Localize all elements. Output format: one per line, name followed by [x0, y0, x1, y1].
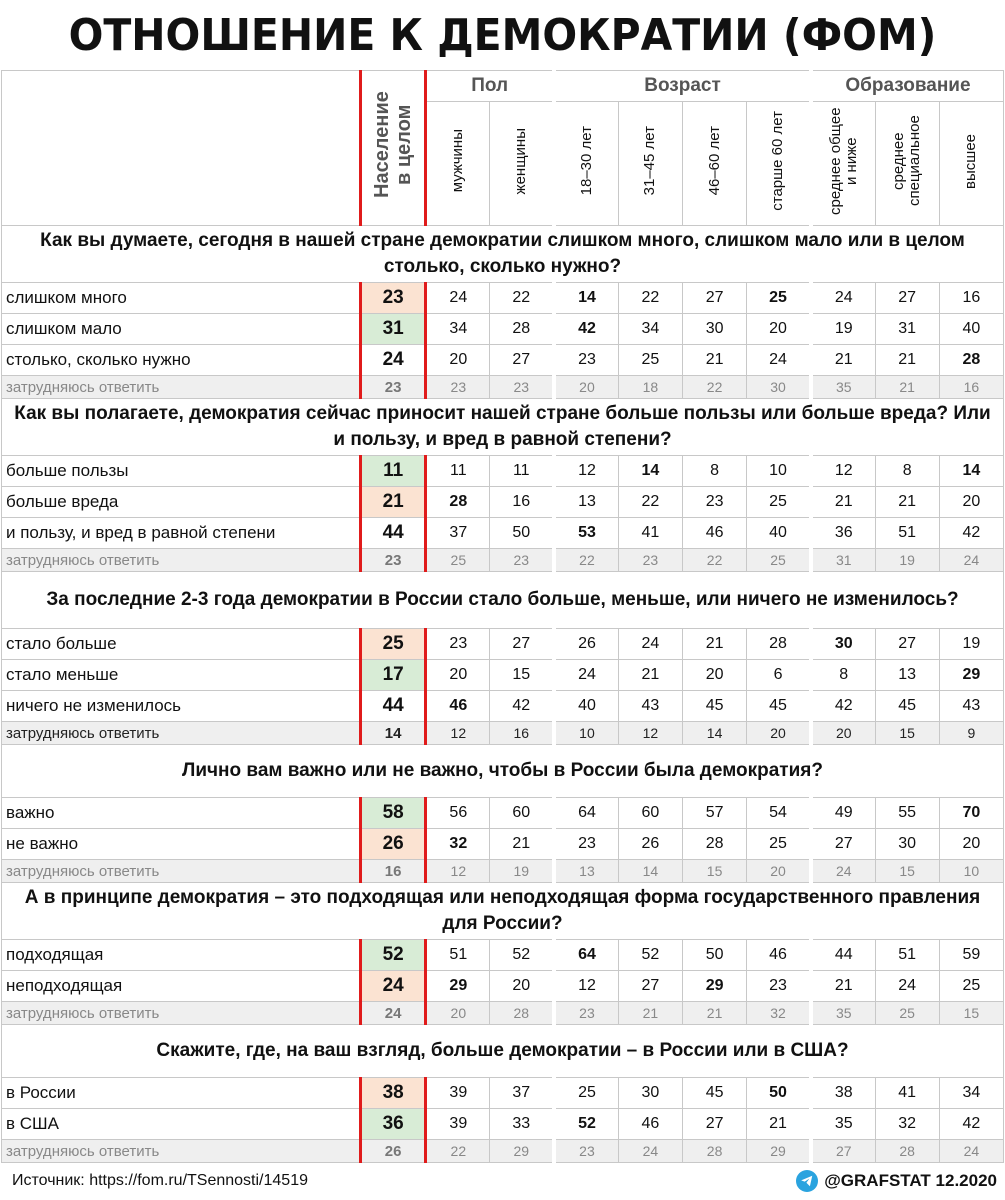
- cell-value: 40: [554, 691, 618, 722]
- cell-value: 35: [811, 376, 875, 399]
- cell-value: 27: [683, 1109, 747, 1140]
- cell-value: 26: [554, 629, 618, 660]
- cell-value: 41: [618, 518, 682, 549]
- answer-label: стало больше: [2, 629, 361, 660]
- cell-value: 37: [490, 1078, 554, 1109]
- cell-value: 39: [426, 1078, 490, 1109]
- question-row: [2, 745, 1004, 798]
- header-subcol: [554, 102, 618, 226]
- question-text: Скажите, где, на ваш взгляд, больше демократии – в России или в США?: [2, 1025, 1004, 1078]
- cell-value: 28: [426, 487, 490, 518]
- cell-value: 13: [554, 487, 618, 518]
- cell-value: 20: [554, 376, 618, 399]
- cell-value: 46: [426, 691, 490, 722]
- cell-value: 13: [554, 860, 618, 883]
- cell-value: 50: [683, 940, 747, 971]
- cell-value: 29: [939, 660, 1003, 691]
- cell-value: 30: [747, 376, 811, 399]
- cell-value: 34: [426, 314, 490, 345]
- answer-label: не важно: [2, 829, 361, 860]
- cell-value: 25: [875, 1002, 939, 1025]
- answer-row: [2, 629, 1004, 660]
- cell-value: 23: [554, 1002, 618, 1025]
- dont-know-row: [2, 549, 1004, 572]
- cell-value: 55: [875, 798, 939, 829]
- cell-value: 39: [426, 1109, 490, 1140]
- cell-value: 28: [875, 1140, 939, 1163]
- cell-value: 14: [618, 456, 682, 487]
- cell-value: 16: [939, 283, 1003, 314]
- cell-value: 60: [618, 798, 682, 829]
- total-value: 23: [361, 283, 426, 314]
- cell-value: 21: [875, 487, 939, 518]
- cell-value: 21: [683, 629, 747, 660]
- answer-row: [2, 829, 1004, 860]
- cell-value: 21: [618, 1002, 682, 1025]
- cell-value: 52: [554, 1109, 618, 1140]
- cell-value: 22: [554, 549, 618, 572]
- dont-know-row: [2, 1002, 1004, 1025]
- cell-value: 12: [554, 971, 618, 1002]
- cell-value: 32: [426, 829, 490, 860]
- header-total-label: Население в целом: [371, 91, 416, 199]
- answer-row: [2, 518, 1004, 549]
- cell-value: 23: [490, 549, 554, 572]
- cell-value: 23: [554, 1140, 618, 1163]
- cell-value: 16: [939, 376, 1003, 399]
- cell-value: 24: [811, 283, 875, 314]
- cell-value: 24: [875, 971, 939, 1002]
- header-group: Образование: [811, 71, 1004, 102]
- cell-value: 20: [811, 722, 875, 745]
- cell-value: 31: [875, 314, 939, 345]
- dont-know-row: [2, 376, 1004, 399]
- cell-value: 52: [490, 940, 554, 971]
- cell-value: 33: [490, 1109, 554, 1140]
- question-row: [2, 572, 1004, 629]
- cell-value: 28: [490, 314, 554, 345]
- cell-value: 12: [554, 456, 618, 487]
- cell-value: 42: [490, 691, 554, 722]
- cell-value: 49: [811, 798, 875, 829]
- cell-value: 32: [747, 1002, 811, 1025]
- question-row: [2, 399, 1004, 456]
- cell-value: 25: [747, 283, 811, 314]
- cell-value: 36: [811, 518, 875, 549]
- cell-value: 30: [683, 314, 747, 345]
- cell-value: 27: [683, 283, 747, 314]
- header-group: Возраст: [554, 71, 811, 102]
- cell-value: 20: [747, 314, 811, 345]
- cell-value: 20: [490, 971, 554, 1002]
- cell-value: 27: [811, 829, 875, 860]
- cell-value: 12: [426, 722, 490, 745]
- cell-value: 22: [683, 549, 747, 572]
- cell-value: 21: [747, 1109, 811, 1140]
- cell-value: 45: [683, 691, 747, 722]
- total-value: 26: [361, 1140, 426, 1163]
- answer-row: [2, 314, 1004, 345]
- cell-value: 31: [811, 549, 875, 572]
- cell-value: 20: [683, 660, 747, 691]
- cell-value: 26: [618, 829, 682, 860]
- cell-value: 35: [811, 1002, 875, 1025]
- cell-value: 20: [939, 487, 1003, 518]
- total-value: 31: [361, 314, 426, 345]
- cell-value: 16: [490, 722, 554, 745]
- header-subcol: [618, 102, 682, 226]
- cell-value: 60: [490, 798, 554, 829]
- cell-value: 14: [554, 283, 618, 314]
- total-value: 23: [361, 549, 426, 572]
- cell-value: 25: [426, 549, 490, 572]
- cell-value: 54: [747, 798, 811, 829]
- cell-value: 27: [875, 283, 939, 314]
- cell-value: 14: [618, 860, 682, 883]
- cell-value: 46: [618, 1109, 682, 1140]
- answer-row: [2, 456, 1004, 487]
- cell-value: 70: [939, 798, 1003, 829]
- answer-label: в России: [2, 1078, 361, 1109]
- cell-value: 22: [618, 487, 682, 518]
- cell-value: 25: [939, 971, 1003, 1002]
- cell-value: 50: [490, 518, 554, 549]
- cell-value: 22: [490, 283, 554, 314]
- question-row: [2, 226, 1004, 283]
- cell-value: 6: [747, 660, 811, 691]
- total-value: 24: [361, 971, 426, 1002]
- cell-value: 20: [747, 860, 811, 883]
- header-subcol-label: 46–60 лет: [705, 126, 723, 196]
- cell-value: 23: [683, 487, 747, 518]
- cell-value: 21: [875, 345, 939, 376]
- header-subcol: [490, 102, 554, 226]
- cell-value: 21: [490, 829, 554, 860]
- cell-value: 8: [683, 456, 747, 487]
- cell-value: 51: [875, 940, 939, 971]
- cell-value: 52: [618, 940, 682, 971]
- question-row: [2, 883, 1004, 940]
- answer-label: затрудняюсь ответить: [2, 1002, 361, 1025]
- page-title: ОТНОШЕНИЕ К ДЕМОКРАТИИ (ФОМ): [68, 9, 937, 61]
- header-subcol-label: среднее общее и ниже: [826, 107, 860, 215]
- cell-value: 22: [618, 283, 682, 314]
- cell-value: 28: [939, 345, 1003, 376]
- total-value: 11: [361, 456, 426, 487]
- cell-value: 29: [747, 1140, 811, 1163]
- cell-value: 42: [554, 314, 618, 345]
- cell-value: 51: [875, 518, 939, 549]
- cell-value: 57: [683, 798, 747, 829]
- cell-value: 24: [939, 1140, 1003, 1163]
- cell-value: 37: [426, 518, 490, 549]
- answer-row: [2, 691, 1004, 722]
- cell-value: 43: [618, 691, 682, 722]
- total-value: 14: [361, 722, 426, 745]
- footer: [0, 1170, 1005, 1198]
- cell-value: 10: [554, 722, 618, 745]
- cell-value: 8: [875, 456, 939, 487]
- answer-row: [2, 1109, 1004, 1140]
- cell-value: 23: [618, 549, 682, 572]
- answer-label: слишком мало: [2, 314, 361, 345]
- cell-value: 19: [939, 629, 1003, 660]
- cell-value: 25: [747, 487, 811, 518]
- cell-value: 12: [618, 722, 682, 745]
- header-subcol-label: среднее специальное: [890, 115, 924, 207]
- header-subcol-label: старше 60 лет: [769, 111, 787, 211]
- cell-value: 22: [426, 1140, 490, 1163]
- cell-value: 10: [747, 456, 811, 487]
- cell-value: 10: [939, 860, 1003, 883]
- header-subcol-label: высшее: [962, 133, 980, 189]
- header-subcol: [747, 102, 811, 226]
- cell-value: 23: [554, 829, 618, 860]
- cell-value: 56: [426, 798, 490, 829]
- answer-row: [2, 660, 1004, 691]
- answer-label: слишком много: [2, 283, 361, 314]
- cell-value: 23: [747, 971, 811, 1002]
- total-value: 44: [361, 518, 426, 549]
- cell-value: 25: [618, 345, 682, 376]
- cell-value: 23: [490, 376, 554, 399]
- cell-value: 24: [747, 345, 811, 376]
- cell-value: 30: [811, 629, 875, 660]
- cell-value: 27: [811, 1140, 875, 1163]
- answer-label: ничего не изменилось: [2, 691, 361, 722]
- answer-label: затрудняюсь ответить: [2, 376, 361, 399]
- cell-value: 23: [426, 629, 490, 660]
- cell-value: 45: [683, 1078, 747, 1109]
- cell-value: 21: [811, 487, 875, 518]
- answer-row: [2, 971, 1004, 1002]
- answer-label: больше вреда: [2, 487, 361, 518]
- cell-value: 25: [747, 829, 811, 860]
- question-text: Как вы полагаете, демократия сейчас приносит нашей стране больше пользы или больше вреда? Или и пользу, и вред в равной степени?: [2, 399, 1004, 456]
- cell-value: 59: [939, 940, 1003, 971]
- source-text: Источник: https://fom.ru/TSennosti/14519: [12, 1172, 308, 1189]
- answer-label: затрудняюсь ответить: [2, 722, 361, 745]
- header-subcol-label: 18–30 лет: [577, 126, 595, 196]
- cell-value: 20: [426, 345, 490, 376]
- cell-value: 15: [490, 660, 554, 691]
- header-subcol: [939, 102, 1003, 226]
- cell-value: 28: [747, 629, 811, 660]
- cell-value: 19: [490, 860, 554, 883]
- cell-value: 19: [811, 314, 875, 345]
- answer-label: подходящая: [2, 940, 361, 971]
- answer-label: важно: [2, 798, 361, 829]
- answer-row: [2, 487, 1004, 518]
- cell-value: 50: [747, 1078, 811, 1109]
- header-group-row: [2, 71, 1004, 102]
- header-group: Пол: [426, 71, 554, 102]
- total-value: 24: [361, 1002, 426, 1025]
- cell-value: 40: [747, 518, 811, 549]
- answer-row: [2, 1078, 1004, 1109]
- answer-label: в США: [2, 1109, 361, 1140]
- cell-value: 21: [618, 660, 682, 691]
- answer-row: [2, 940, 1004, 971]
- total-value: 44: [361, 691, 426, 722]
- cell-value: 30: [875, 829, 939, 860]
- answer-label: затрудняюсь ответить: [2, 860, 361, 883]
- header-subcol-label: женщины: [512, 127, 530, 195]
- cell-value: 34: [618, 314, 682, 345]
- cell-value: 42: [939, 518, 1003, 549]
- header-subcol: [683, 102, 747, 226]
- cell-value: 24: [554, 660, 618, 691]
- cell-value: 24: [618, 1140, 682, 1163]
- question-text: Как вы думаете, сегодня в нашей стране демократии слишком много, слишком мало или в целом столько, сколько нужно?: [2, 226, 1004, 283]
- cell-value: 34: [939, 1078, 1003, 1109]
- dont-know-row: [2, 722, 1004, 745]
- cell-value: 24: [618, 629, 682, 660]
- cell-value: 21: [683, 345, 747, 376]
- cell-value: 44: [811, 940, 875, 971]
- cell-value: 43: [939, 691, 1003, 722]
- cell-value: 29: [490, 1140, 554, 1163]
- question-text: За последние 2-3 года демократии в России стало больше, меньше, или ничего не изменилось?: [2, 572, 1004, 629]
- cell-value: 21: [811, 345, 875, 376]
- cell-value: 27: [875, 629, 939, 660]
- brand: [796, 1170, 997, 1192]
- cell-value: 40: [939, 314, 1003, 345]
- cell-value: 23: [554, 345, 618, 376]
- cell-value: 11: [490, 456, 554, 487]
- cell-value: 28: [490, 1002, 554, 1025]
- question-row: [2, 1025, 1004, 1078]
- cell-value: 15: [875, 860, 939, 883]
- total-value: 21: [361, 487, 426, 518]
- cell-value: 53: [554, 518, 618, 549]
- cell-value: 27: [490, 345, 554, 376]
- cell-value: 29: [426, 971, 490, 1002]
- cell-value: 24: [811, 860, 875, 883]
- cell-value: 28: [683, 1140, 747, 1163]
- cell-value: 15: [683, 860, 747, 883]
- cell-value: 12: [811, 456, 875, 487]
- cell-value: 20: [426, 660, 490, 691]
- question-text: Лично вам важно или не важно, чтобы в России была демократия?: [2, 745, 1004, 798]
- header-subcol: [811, 102, 875, 226]
- cell-value: 14: [939, 456, 1003, 487]
- cell-value: 18: [618, 376, 682, 399]
- total-value: 24: [361, 345, 426, 376]
- header-subcol-label: 31–45 лет: [641, 126, 659, 196]
- total-value: 26: [361, 829, 426, 860]
- cell-value: 24: [426, 283, 490, 314]
- cell-value: 28: [683, 829, 747, 860]
- question-text: А в принципе демократия – это подходящая или неподходящая форма государственного правления для России?: [2, 883, 1004, 940]
- cell-value: 64: [554, 940, 618, 971]
- cell-value: 21: [683, 1002, 747, 1025]
- answer-label: столько, сколько нужно: [2, 345, 361, 376]
- cell-value: 16: [490, 487, 554, 518]
- header-total: [361, 71, 426, 226]
- dont-know-row: [2, 860, 1004, 883]
- cell-value: 20: [747, 722, 811, 745]
- total-value: 23: [361, 376, 426, 399]
- cell-value: 21: [811, 971, 875, 1002]
- answer-label: неподходящая: [2, 971, 361, 1002]
- cell-value: 27: [490, 629, 554, 660]
- cell-value: 27: [618, 971, 682, 1002]
- header-subcol: [426, 102, 490, 226]
- cell-value: 46: [747, 940, 811, 971]
- header-subcol: [875, 102, 939, 226]
- data-table: [1, 70, 1004, 1163]
- cell-value: 15: [939, 1002, 1003, 1025]
- answer-label: стало меньше: [2, 660, 361, 691]
- cell-value: 13: [875, 660, 939, 691]
- cell-value: 24: [939, 549, 1003, 572]
- cell-value: 51: [426, 940, 490, 971]
- total-value: 52: [361, 940, 426, 971]
- cell-value: 30: [618, 1078, 682, 1109]
- cell-value: 45: [747, 691, 811, 722]
- header-subcol-label: мужчины: [449, 129, 467, 193]
- cell-value: 21: [875, 376, 939, 399]
- cell-value: 22: [683, 376, 747, 399]
- cell-value: 42: [939, 1109, 1003, 1140]
- cell-value: 12: [426, 860, 490, 883]
- cell-value: 38: [811, 1078, 875, 1109]
- cell-value: 14: [683, 722, 747, 745]
- cell-value: 25: [747, 549, 811, 572]
- brand-label: @GRAFSTAT 12.2020: [824, 1171, 997, 1190]
- total-value: 16: [361, 860, 426, 883]
- answer-label: затрудняюсь ответить: [2, 1140, 361, 1163]
- answer-label: затрудняюсь ответить: [2, 549, 361, 572]
- cell-value: 29: [683, 971, 747, 1002]
- total-value: 38: [361, 1078, 426, 1109]
- total-value: 58: [361, 798, 426, 829]
- answer-row: [2, 345, 1004, 376]
- answer-row: [2, 798, 1004, 829]
- cell-value: 46: [683, 518, 747, 549]
- answer-label: и пользу, и вред в равной степени: [2, 518, 361, 549]
- cell-value: 8: [811, 660, 875, 691]
- cell-value: 25: [554, 1078, 618, 1109]
- cell-value: 45: [875, 691, 939, 722]
- cell-value: 9: [939, 722, 1003, 745]
- cell-value: 41: [875, 1078, 939, 1109]
- cell-value: 64: [554, 798, 618, 829]
- cell-value: 20: [939, 829, 1003, 860]
- answer-label: больше пользы: [2, 456, 361, 487]
- cell-value: 15: [875, 722, 939, 745]
- answer-row: [2, 283, 1004, 314]
- cell-value: 19: [875, 549, 939, 572]
- telegram-icon: [796, 1170, 818, 1192]
- cell-value: 35: [811, 1109, 875, 1140]
- cell-value: 23: [426, 376, 490, 399]
- total-value: 25: [361, 629, 426, 660]
- total-value: 17: [361, 660, 426, 691]
- cell-value: 11: [426, 456, 490, 487]
- cell-value: 42: [811, 691, 875, 722]
- total-value: 36: [361, 1109, 426, 1140]
- dont-know-row: [2, 1140, 1004, 1163]
- cell-value: 20: [426, 1002, 490, 1025]
- header-corner: [2, 71, 361, 226]
- cell-value: 32: [875, 1109, 939, 1140]
